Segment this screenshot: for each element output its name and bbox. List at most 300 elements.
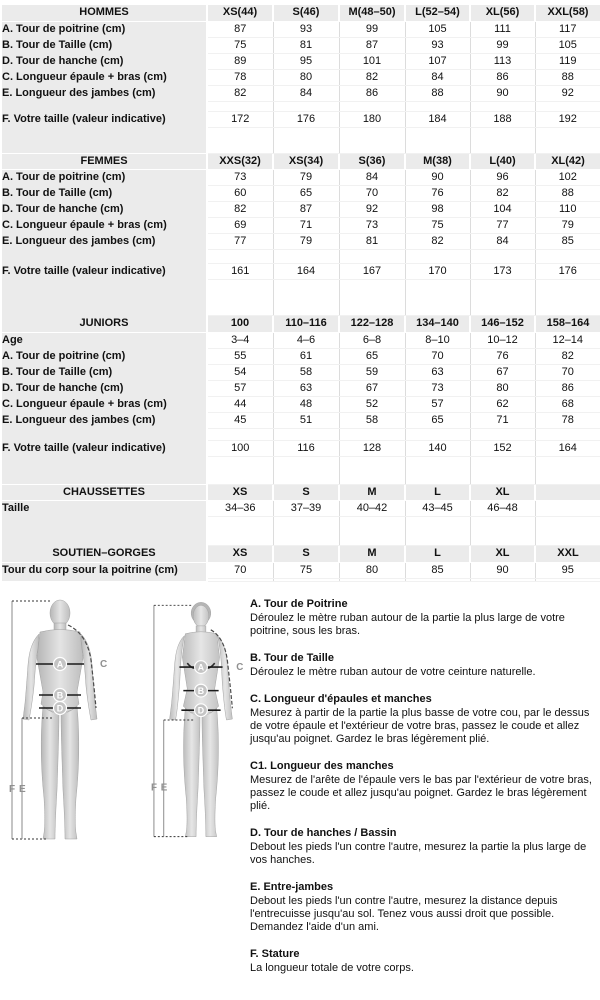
cell: 90 xyxy=(405,170,470,186)
cell: 70 xyxy=(535,364,600,380)
table-title: CHAUSSETTES xyxy=(2,485,207,501)
marker-letter-inseam: E xyxy=(160,782,168,794)
cell xyxy=(470,127,535,153)
cell xyxy=(207,456,273,484)
cell: 57 xyxy=(405,396,470,412)
cell xyxy=(535,250,600,264)
marker-letter-sleeve: C xyxy=(100,658,108,670)
cell xyxy=(339,127,405,153)
cell: 6–8 xyxy=(339,332,405,348)
instruction-block xyxy=(250,652,592,679)
row-label xyxy=(2,250,207,264)
table-row xyxy=(2,186,600,202)
instruction-text: Déroulez le mètre ruban autour de votre ceinture naturelle. xyxy=(250,665,536,678)
cell: 58 xyxy=(339,412,405,428)
cell xyxy=(273,578,339,581)
column-header: XXL xyxy=(535,546,600,562)
measure-instructions xyxy=(250,598,600,989)
cell xyxy=(207,517,273,546)
table-row xyxy=(2,562,600,578)
instruction-block xyxy=(250,760,592,813)
cell: 77 xyxy=(207,234,273,250)
instruction-heading: B. Tour de Taille xyxy=(250,651,334,664)
column-header: 100 xyxy=(207,316,273,332)
instruction-heading: D. Tour de hanches / Bassin xyxy=(250,826,397,839)
cell: 110 xyxy=(535,202,600,218)
cell xyxy=(470,578,535,581)
table-hommes xyxy=(2,5,600,154)
table-row xyxy=(2,85,600,101)
cell: 96 xyxy=(470,170,535,186)
table-row xyxy=(2,332,600,348)
column-header: XS(44) xyxy=(207,5,273,21)
cell xyxy=(339,578,405,581)
instruction-text: Mesurez à partir de la partie la plus basse de votre cou, par le dessus de votre épaule et l'extérieur de votre bras, passez le coude et allez jusqu'au poignet. Gardez le bras légèrement plié. xyxy=(250,706,590,745)
column-header xyxy=(535,485,600,501)
measure-section xyxy=(0,598,600,989)
cell: 85 xyxy=(405,562,470,578)
cell: 79 xyxy=(273,170,339,186)
row-label: A. Tour de poitrine (cm) xyxy=(2,348,207,364)
cell: 37–39 xyxy=(273,501,339,517)
column-header: XL(56) xyxy=(470,5,535,21)
cell xyxy=(470,428,535,440)
cell: 180 xyxy=(339,111,405,127)
cell xyxy=(273,101,339,111)
cell: 68 xyxy=(535,396,600,412)
cell: 88 xyxy=(535,69,600,85)
row-label: E. Longueur des jambes (cm) xyxy=(2,234,207,250)
column-header: 158–164 xyxy=(535,316,600,332)
row-label: D. Tour de hanche (cm) xyxy=(2,53,207,69)
cell: 84 xyxy=(339,170,405,186)
table-row xyxy=(2,202,600,218)
cell: 93 xyxy=(273,21,339,37)
cell: 70 xyxy=(339,186,405,202)
cell: 8–10 xyxy=(405,332,470,348)
marker-letter-chest: A xyxy=(56,659,64,669)
column-header: L xyxy=(405,546,470,562)
row-label: F. Votre taille (valeur indicative) xyxy=(2,111,207,127)
column-header: M(38) xyxy=(405,154,470,170)
column-header: XS xyxy=(207,546,273,562)
table-row xyxy=(2,501,600,517)
marker-letter-hip: D xyxy=(56,703,64,713)
cell: 90 xyxy=(470,85,535,101)
row-label xyxy=(2,280,207,316)
cell: 192 xyxy=(535,111,600,127)
cell: 80 xyxy=(339,562,405,578)
cell: 152 xyxy=(470,440,535,456)
cell xyxy=(405,428,470,440)
cell xyxy=(470,250,535,264)
spacer-row xyxy=(2,578,600,581)
cell: 105 xyxy=(535,37,600,53)
cell: 3–4 xyxy=(207,332,273,348)
table-row xyxy=(2,21,600,37)
cell: 90 xyxy=(470,562,535,578)
row-label: F. Votre taille (valeur indicative) xyxy=(2,440,207,456)
cell: 46–48 xyxy=(470,501,535,517)
cell xyxy=(535,578,600,581)
row-label xyxy=(2,517,207,546)
marker-letter-waist: B xyxy=(56,690,64,700)
instruction-block xyxy=(250,827,592,867)
row-label: C. Longueur épaule + bras (cm) xyxy=(2,396,207,412)
table-row xyxy=(2,53,600,69)
marker-letter-inseam: E xyxy=(19,783,26,795)
cell xyxy=(339,280,405,316)
instruction-heading: E. Entre-jambes xyxy=(250,880,334,893)
cell: 82 xyxy=(470,186,535,202)
column-header: XL xyxy=(470,546,535,562)
cell: 54 xyxy=(207,364,273,380)
cell: 80 xyxy=(470,380,535,396)
cell: 128 xyxy=(339,440,405,456)
cell: 113 xyxy=(470,53,535,69)
cell: 164 xyxy=(273,264,339,280)
cell: 40–42 xyxy=(339,501,405,517)
cell: 95 xyxy=(273,53,339,69)
cell: 111 xyxy=(470,21,535,37)
cell: 84 xyxy=(470,234,535,250)
table-row xyxy=(2,364,600,380)
cell: 164 xyxy=(535,440,600,456)
cell: 62 xyxy=(470,396,535,412)
cell: 44 xyxy=(207,396,273,412)
spacer-row xyxy=(2,517,600,546)
row-label: B. Tour de Taille (cm) xyxy=(2,37,207,53)
cell: 51 xyxy=(273,412,339,428)
column-header: XXL(58) xyxy=(535,5,600,21)
cell: 73 xyxy=(339,218,405,234)
table-row xyxy=(2,234,600,250)
table-header-row xyxy=(2,485,600,501)
cell xyxy=(405,250,470,264)
cell: 34–36 xyxy=(207,501,273,517)
column-header: S xyxy=(273,546,339,562)
cell: 65 xyxy=(273,186,339,202)
row-label: B. Tour de Taille (cm) xyxy=(2,186,207,202)
column-header: L(52–54) xyxy=(405,5,470,21)
cell: 65 xyxy=(339,348,405,364)
row-label: E. Longueur des jambes (cm) xyxy=(2,412,207,428)
cell: 86 xyxy=(535,380,600,396)
marker-letter-hip: D xyxy=(197,705,205,716)
cell xyxy=(405,280,470,316)
cell: 85 xyxy=(535,234,600,250)
cell: 75 xyxy=(207,37,273,53)
instruction-block xyxy=(250,881,592,934)
table-row xyxy=(2,264,600,280)
cell: 92 xyxy=(339,202,405,218)
table-title: HOMMES xyxy=(2,5,207,21)
table-row xyxy=(2,380,600,396)
column-header: M xyxy=(339,485,405,501)
marker-letter-chest: A xyxy=(197,662,205,672)
cell: 188 xyxy=(470,111,535,127)
row-label: Age xyxy=(2,332,207,348)
table-header-row xyxy=(2,316,600,332)
table-header-row xyxy=(2,154,600,170)
cell: 71 xyxy=(470,412,535,428)
table-title: JUNIORS xyxy=(2,316,207,332)
instruction-heading: A. Tour de Poitrine xyxy=(250,597,348,610)
cell: 161 xyxy=(207,264,273,280)
cell: 95 xyxy=(535,562,600,578)
cell: 167 xyxy=(339,264,405,280)
column-header: M xyxy=(339,546,405,562)
spacer-row xyxy=(2,250,600,264)
cell: 87 xyxy=(273,202,339,218)
instruction-block xyxy=(250,693,592,746)
row-label: Taille xyxy=(2,501,207,517)
table-header-row xyxy=(2,546,600,562)
marker-letter-stature: F xyxy=(150,782,157,794)
column-header: 134–140 xyxy=(405,316,470,332)
female-body-silhouette xyxy=(170,602,233,836)
cell: 78 xyxy=(207,69,273,85)
row-label: D. Tour de hanche (cm) xyxy=(2,380,207,396)
instruction-heading: C. Longueur d'épaules et manches xyxy=(250,692,432,705)
cell: 12–14 xyxy=(535,332,600,348)
cell xyxy=(535,517,600,546)
cell: 81 xyxy=(273,37,339,53)
cell: 176 xyxy=(535,264,600,280)
table-juniors xyxy=(2,316,600,485)
column-header: S(46) xyxy=(273,5,339,21)
cell: 76 xyxy=(470,348,535,364)
cell: 173 xyxy=(470,264,535,280)
cell xyxy=(470,280,535,316)
row-label: Tour du corp sour la poitrine (cm) xyxy=(2,562,207,578)
row-label xyxy=(2,428,207,440)
cell: 82 xyxy=(535,348,600,364)
cell: 88 xyxy=(405,85,470,101)
row-label xyxy=(2,101,207,111)
cell xyxy=(207,127,273,153)
cell: 170 xyxy=(405,264,470,280)
column-header: 110–116 xyxy=(273,316,339,332)
cell: 172 xyxy=(207,111,273,127)
row-label xyxy=(2,456,207,484)
column-header: XXS(32) xyxy=(207,154,273,170)
cell: 67 xyxy=(339,380,405,396)
cell: 69 xyxy=(207,218,273,234)
row-label xyxy=(2,578,207,581)
cell xyxy=(535,428,600,440)
cell: 76 xyxy=(405,186,470,202)
instruction-text: La longueur totale de votre corps. xyxy=(250,961,414,974)
cell: 140 xyxy=(405,440,470,456)
instruction-text: Déroulez le mètre ruban autour de la partie la plus large de votre poitrine, sous les bras. xyxy=(250,611,565,637)
cell xyxy=(273,428,339,440)
column-header: XL xyxy=(470,485,535,501)
cell: 82 xyxy=(405,234,470,250)
row-label: A. Tour de poitrine (cm) xyxy=(2,170,207,186)
instruction-block xyxy=(250,598,592,638)
cell xyxy=(273,250,339,264)
cell: 75 xyxy=(405,218,470,234)
row-label xyxy=(2,127,207,153)
cell: 87 xyxy=(339,37,405,53)
cell: 107 xyxy=(405,53,470,69)
cell: 93 xyxy=(405,37,470,53)
cell: 82 xyxy=(207,202,273,218)
cell xyxy=(535,127,600,153)
cell: 84 xyxy=(405,69,470,85)
instruction-text: Debout les pieds l'un contre l'autre, mesurez la partie la plus large de vos hanches. xyxy=(250,840,587,866)
cell: 70 xyxy=(405,348,470,364)
cell: 63 xyxy=(273,380,339,396)
cell: 86 xyxy=(470,69,535,85)
cell xyxy=(339,101,405,111)
cell: 48 xyxy=(273,396,339,412)
column-header: XL(42) xyxy=(535,154,600,170)
cell: 45 xyxy=(207,412,273,428)
spacer-row xyxy=(2,127,600,153)
cell: 101 xyxy=(339,53,405,69)
table-chaussettes xyxy=(2,485,600,547)
table-row xyxy=(2,348,600,364)
cell xyxy=(405,517,470,546)
cell xyxy=(405,127,470,153)
cell: 57 xyxy=(207,380,273,396)
cell: 99 xyxy=(339,21,405,37)
marker-letter-stature: F xyxy=(9,783,16,795)
cell: 81 xyxy=(339,234,405,250)
row-label: F. Votre taille (valeur indicative) xyxy=(2,264,207,280)
cell: 104 xyxy=(470,202,535,218)
column-header: 122–128 xyxy=(339,316,405,332)
row-label: C. Longueur épaule + bras (cm) xyxy=(2,69,207,85)
cell: 92 xyxy=(535,85,600,101)
spacer-row xyxy=(2,101,600,111)
cell: 52 xyxy=(339,396,405,412)
cell xyxy=(207,101,273,111)
table-row xyxy=(2,69,600,85)
table-title: SOUTIEN–GORGES xyxy=(2,546,207,562)
column-header: XS(34) xyxy=(273,154,339,170)
cell: 70 xyxy=(207,562,273,578)
table-row xyxy=(2,37,600,53)
cell xyxy=(207,250,273,264)
column-header: L(40) xyxy=(470,154,535,170)
cell xyxy=(339,428,405,440)
cell: 88 xyxy=(535,186,600,202)
cell: 117 xyxy=(535,21,600,37)
table-title: FEMMES xyxy=(2,154,207,170)
cell: 4–6 xyxy=(273,332,339,348)
instruction-text: Mesurez de l'arête de l'épaule vers le bas par l'extérieur de votre bras, passez le coude et allez jusqu'au poignet. Gardez le bras légèrement plié. xyxy=(250,773,592,812)
cell: 77 xyxy=(470,218,535,234)
column-header: M(48–50) xyxy=(339,5,405,21)
cell: 61 xyxy=(273,348,339,364)
cell: 65 xyxy=(405,412,470,428)
table-soutien_gorges xyxy=(2,546,600,582)
cell xyxy=(273,456,339,484)
cell xyxy=(470,517,535,546)
cell xyxy=(339,517,405,546)
cell xyxy=(535,456,600,484)
cell: 119 xyxy=(535,53,600,69)
cell: 80 xyxy=(273,69,339,85)
cell: 86 xyxy=(339,85,405,101)
cell: 89 xyxy=(207,53,273,69)
row-label: E. Longueur des jambes (cm) xyxy=(2,85,207,101)
cell: 55 xyxy=(207,348,273,364)
cell xyxy=(273,517,339,546)
cell: 100 xyxy=(207,440,273,456)
cell: 82 xyxy=(207,85,273,101)
row-label: B. Tour de Taille (cm) xyxy=(2,364,207,380)
cell: 105 xyxy=(405,21,470,37)
instruction-heading: F. Stature xyxy=(250,947,300,960)
cell: 79 xyxy=(273,234,339,250)
figure-diagrams xyxy=(0,598,250,989)
marker-letter-sleeve: C xyxy=(236,661,244,673)
spacer-row xyxy=(2,428,600,440)
table-femmes xyxy=(2,154,600,317)
spacer-row xyxy=(2,456,600,484)
cell xyxy=(535,501,600,517)
cell xyxy=(405,101,470,111)
cell: 84 xyxy=(273,85,339,101)
cell xyxy=(470,456,535,484)
table-row xyxy=(2,218,600,234)
table-row xyxy=(2,440,600,456)
male-figure-diagram xyxy=(8,598,110,843)
cell: 82 xyxy=(339,69,405,85)
cell xyxy=(470,101,535,111)
cell: 184 xyxy=(405,111,470,127)
cell: 43–45 xyxy=(405,501,470,517)
row-label: C. Longueur épaule + bras (cm) xyxy=(2,218,207,234)
cell: 87 xyxy=(207,21,273,37)
cell xyxy=(405,578,470,581)
row-label: D. Tour de hanche (cm) xyxy=(2,202,207,218)
cell: 75 xyxy=(273,562,339,578)
cell xyxy=(535,280,600,316)
column-header: 146–152 xyxy=(470,316,535,332)
cell: 176 xyxy=(273,111,339,127)
cell: 63 xyxy=(405,364,470,380)
cell xyxy=(273,280,339,316)
spacer-row xyxy=(2,280,600,316)
cell xyxy=(207,428,273,440)
instruction-text: Debout les pieds l'un contre l'autre, mesurez la distance depuis l'entrecuisse jusqu'au sol. Tenez vous aussi droit que possible. Demandez l'aide d'un ami. xyxy=(250,894,558,933)
table-header-row xyxy=(2,5,600,21)
column-header: S(36) xyxy=(339,154,405,170)
cell xyxy=(339,250,405,264)
cell: 60 xyxy=(207,186,273,202)
table-row xyxy=(2,170,600,186)
cell: 67 xyxy=(470,364,535,380)
cell xyxy=(535,101,600,111)
cell xyxy=(405,456,470,484)
cell xyxy=(207,280,273,316)
cell: 116 xyxy=(273,440,339,456)
cell: 78 xyxy=(535,412,600,428)
column-header: L xyxy=(405,485,470,501)
cell: 99 xyxy=(470,37,535,53)
instruction-block xyxy=(250,948,592,975)
cell xyxy=(339,456,405,484)
cell: 10–12 xyxy=(470,332,535,348)
female-figure-diagram xyxy=(150,598,250,843)
instruction-heading: C1. Longueur des manches xyxy=(250,759,394,772)
cell xyxy=(273,127,339,153)
